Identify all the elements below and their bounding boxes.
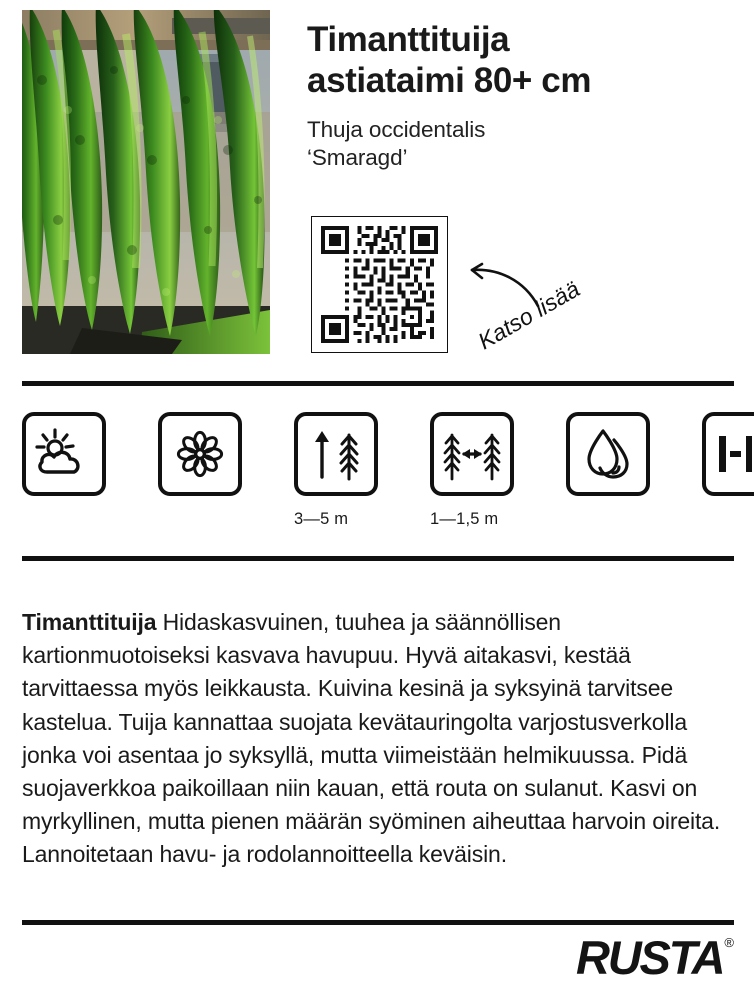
hardiness-zone-icon (702, 412, 754, 496)
water-droplets-icon (566, 412, 650, 496)
header-section (0, 0, 754, 383)
attribute-spacing-caption: 1—1,5 m (430, 510, 499, 528)
qr-annotation-label: Katso lisää (473, 275, 584, 355)
divider-middle (22, 556, 734, 561)
latin-name-cultivar: ‘Smaragd’ (307, 145, 408, 171)
brand-wordmark: RUSTA (576, 931, 724, 984)
sun-behind-cloud-icon (22, 412, 106, 496)
flower-blossom-icon (158, 412, 242, 496)
page-title (307, 20, 737, 102)
registered-trademark-mark: ® (724, 935, 734, 950)
plant-height-icon (294, 412, 378, 496)
product-description (22, 606, 736, 872)
attribute-water (566, 412, 652, 510)
attribute-icon-row (22, 412, 734, 542)
divider-bottom (22, 920, 734, 925)
plant-spacing-icon (430, 412, 514, 496)
footer-section (0, 928, 754, 1000)
attribute-height (294, 412, 380, 529)
qr-code[interactable] (311, 216, 448, 353)
description-lead: Timanttituija (22, 609, 157, 635)
attribute-height-caption: 3—5 m (294, 510, 349, 528)
attribute-flower (158, 412, 244, 510)
divider-top (22, 381, 734, 386)
plant-photo (22, 10, 270, 354)
qr-annotation (462, 258, 632, 363)
description-body: Hidaskasvuinen, tuuhea ja säännöllisen kartionmuotoiseksi kasvava havupuu. Hyvä aitakasvi, kestää tarvittaessa myös leikkausta. Kuivina kesinä ja syksyinä tarvitsee kastelua. Tuija kannattaa suojata kevätauringolta varjostusverkolla jonka voi asentaa jo syksyllä, mutta viimeistään helmikuussa. Pidä suojaverkkoa paikoillaan niin kauan, että routa on sulanut. Kasvi on myrkyllinen, mutta pienen määrän syöminen aiheuttaa harvoin oireita. Lannoitetaan havu- ja rodolannoitteella keväisin. (22, 609, 721, 868)
latin-name (307, 116, 737, 173)
product-title-line-1: Timanttituija (307, 20, 510, 59)
title-block (307, 20, 737, 173)
attribute-light (22, 412, 108, 510)
product-title-line-2: astiataimi 80+ cm (307, 60, 592, 100)
brand-logo (576, 931, 734, 984)
attribute-zone (702, 412, 754, 510)
attribute-spacing (430, 412, 516, 529)
latin-name-species: Thuja occidentalis (307, 116, 486, 142)
